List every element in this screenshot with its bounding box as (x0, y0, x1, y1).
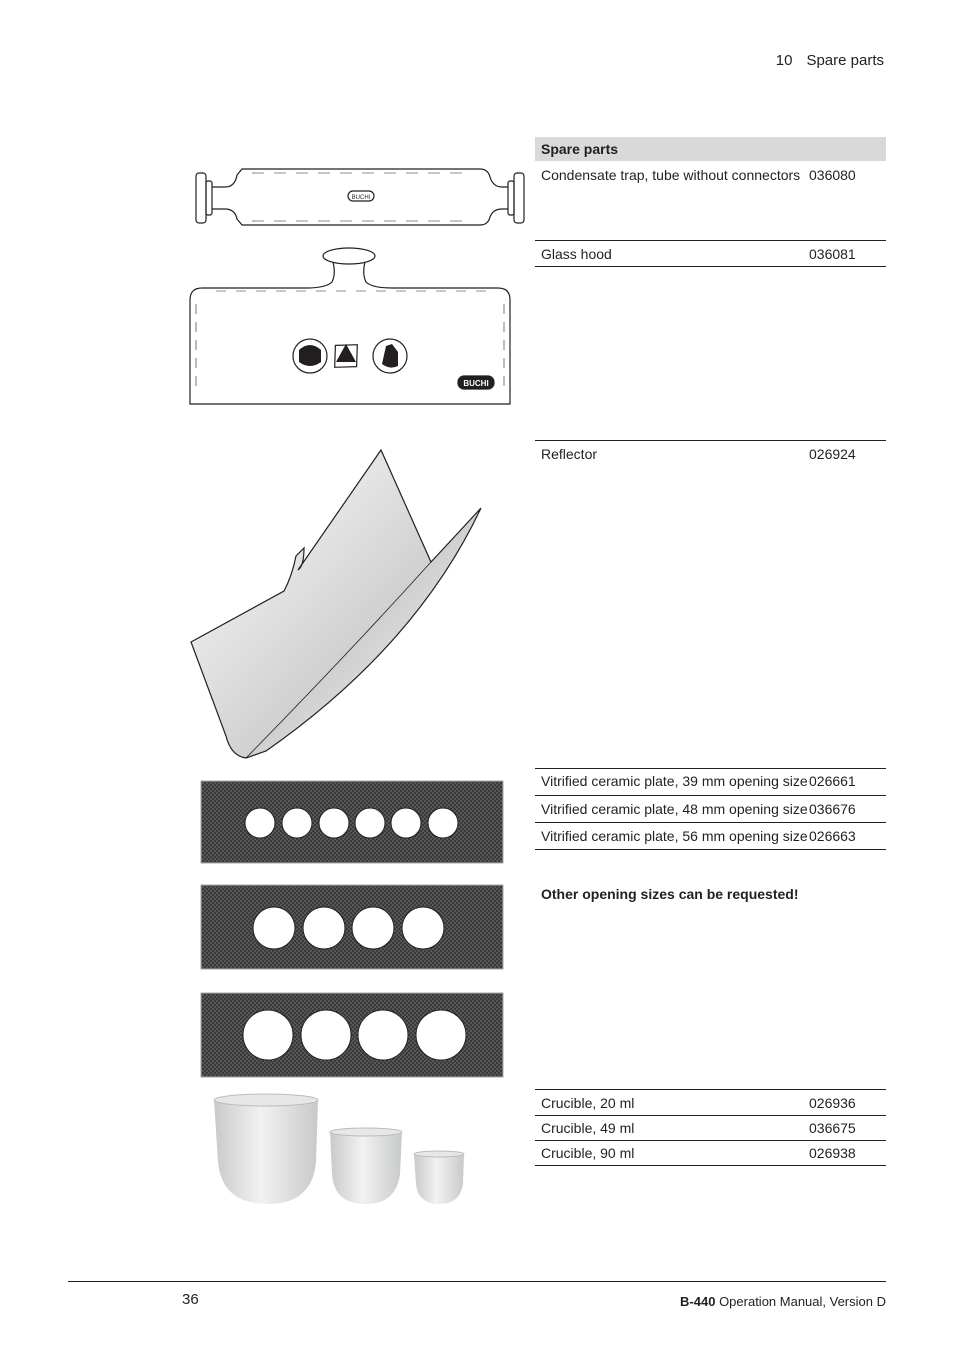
reflector-illustration (186, 446, 486, 761)
chapter-number: 10 (775, 52, 793, 69)
part-code: 026938 (809, 1145, 856, 1161)
condensate-trap-illustration (190, 165, 530, 229)
ceramic-plates-illustration (198, 778, 506, 1080)
footer-title (680, 1294, 886, 1309)
crucible-small (414, 1151, 464, 1204)
hood-logo: BUCHI (463, 379, 489, 388)
part-name: Crucible, 49 ml (541, 1120, 635, 1136)
ceramic-plate-39 (201, 781, 503, 863)
ceramic-plate-56 (201, 993, 503, 1077)
tube-logo: BUCHI (351, 195, 371, 201)
doc-title: Operation Manual, Version D (715, 1294, 886, 1309)
part-code: 026936 (809, 1095, 856, 1111)
table-heading: Spare parts (541, 141, 619, 157)
row-divider (535, 795, 886, 796)
row-divider (535, 240, 886, 241)
part-code: 026661 (809, 773, 856, 789)
part-code: 026924 (809, 446, 856, 462)
part-name: Condensate trap, tube without connectors (541, 167, 801, 183)
part-code: 036675 (809, 1120, 856, 1136)
part-name: Glass hood (541, 246, 612, 262)
row-divider (535, 266, 886, 267)
part-name: Vitrified ceramic plate, 48 mm opening size (541, 801, 808, 817)
model-name: B-440 (680, 1294, 716, 1309)
row-divider (535, 1140, 886, 1141)
ceramic-plate-48 (201, 885, 503, 969)
row-divider (535, 849, 886, 850)
running-header (776, 52, 884, 69)
row-divider (535, 1115, 886, 1116)
part-code: 036676 (809, 801, 856, 817)
part-name: Reflector (541, 446, 598, 462)
part-name: Crucible, 90 ml (541, 1145, 635, 1161)
part-name: Vitrified ceramic plate, 39 mm opening size (541, 773, 808, 789)
row-divider (535, 1165, 886, 1166)
part-code: 036081 (809, 246, 856, 262)
part-name: Vitrified ceramic plate, 56 mm opening size (541, 828, 808, 844)
crucible-large (214, 1094, 318, 1204)
crucibles-illustration (208, 1092, 470, 1210)
row-divider (535, 768, 886, 769)
row-divider (535, 440, 886, 441)
part-name: Crucible, 20 ml (541, 1095, 635, 1111)
crucible-medium (330, 1128, 402, 1204)
part-code: 026663 (809, 828, 856, 844)
part-code: 036080 (809, 167, 856, 183)
row-divider (535, 1089, 886, 1090)
footer-divider (68, 1281, 886, 1282)
table-header (535, 137, 886, 161)
chapter-title: Spare parts (806, 52, 884, 69)
glass-hood-illustration (186, 244, 516, 409)
row-divider (535, 822, 886, 823)
page-number: 36 (182, 1291, 199, 1308)
opening-sizes-note: Other opening sizes can be requested! (541, 886, 799, 902)
